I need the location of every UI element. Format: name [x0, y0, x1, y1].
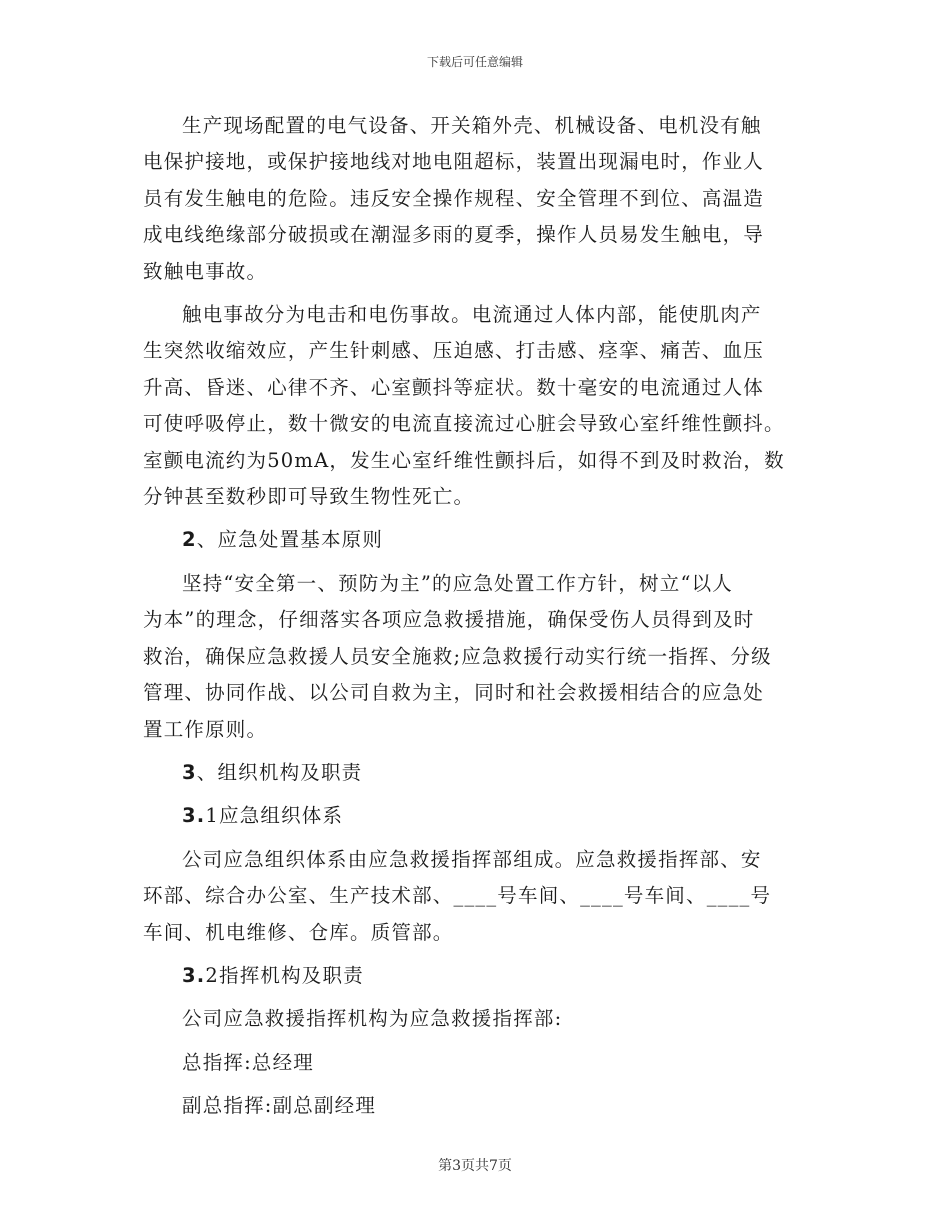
section-number: 3 — [182, 760, 197, 784]
paragraph-line: 坚持“安全第一、预防为主”的应急处置工作方针，树立“以人 — [182, 571, 734, 595]
section-heading-3-2 — [143, 958, 808, 994]
paragraph-line: 成电线绝缘部分破损或在潮湿多雨的夏季，操作人员易发生触电，导 — [143, 223, 765, 247]
paragraph-line: 环部、综合办公室、生产技术部、____号车间、____号车间、____号 — [143, 884, 772, 908]
paragraph-line: 管理、协同作战、以公司自救为主，同时和社会救援相结合的应急处 — [143, 681, 765, 705]
paragraph-line: 室颤电流约为50mA，发生心室纤维性颤抖后，如得不到及时救治，数 — [143, 448, 785, 472]
paragraph-organization — [143, 842, 808, 951]
page-footer: 第3页共7页 — [438, 1158, 512, 1174]
section-heading-3-1 — [143, 798, 808, 834]
paragraph-line: 车间、机电维修、仓库。质管部。 — [143, 920, 454, 944]
page-header: 下载后可任意编辑 — [426, 55, 523, 69]
section-title: 、组织机构及职责 — [196, 760, 363, 784]
paragraph-line: 生突然收缩效应，产生针刺感、压迫感、打击感、痉挛、痛苦、血压 — [143, 339, 765, 363]
section-title: 、应急处置基本原则 — [196, 528, 384, 552]
paragraph-line: 救治，确保应急救援人员安全施救;应急救援行动实行统一指挥、分级 — [143, 644, 772, 668]
document-body — [143, 108, 808, 1132]
section-heading-2 — [143, 522, 808, 558]
paragraph-line: 为本”的理念，仔细落实各项应急救援措施，确保受伤人员得到及时 — [143, 608, 755, 632]
commander-in-chief: 总指挥:总经理 — [182, 1050, 314, 1074]
paragraph-line: 公司应急组织体系由应急救援指挥部组成。应急救援指挥部、安 — [182, 847, 762, 871]
paragraph-shock-types — [143, 297, 808, 515]
paragraph-line: 置工作原则。 — [143, 717, 268, 741]
paragraph-line: 触电事故分为电击和电伤事故。电流通过人体内部，能使肌肉产 — [182, 303, 762, 327]
section-number: 3. — [182, 804, 206, 828]
paragraph-principles — [143, 566, 808, 748]
section-heading-3 — [143, 755, 808, 791]
section-number: 3. — [182, 963, 206, 987]
section-title: 2指挥机构及职责 — [205, 963, 364, 987]
command-structure-intro: 公司应急救援指挥机构为应急救援指挥部: — [182, 1007, 563, 1031]
section-title: 1应急组织体系 — [205, 804, 344, 828]
section-number: 2 — [182, 528, 197, 552]
deputy-commander: 副总指挥:副总副经理 — [182, 1094, 377, 1118]
paragraph-line: 员有发生触电的危险。违反安全操作规程、安全管理不到位、高温造 — [143, 186, 765, 210]
paragraph-line: 致触电事故。 — [143, 259, 268, 283]
paragraph-line: 分钟甚至数秒即可导致生物性死亡。 — [143, 485, 475, 509]
paragraph-line: 生产现场配置的电气设备、开关箱外壳、机械设备、电机没有触 — [182, 114, 762, 137]
paragraph-line: 升高、昏迷、心律不齐、心室颤抖等症状。数十毫安的电流通过人体 — [143, 375, 765, 399]
paragraph-electrical-hazard — [143, 108, 808, 290]
paragraph-line: 可使呼吸停止，数十微安的电流直接流过心脏会导致心室纤维性颤抖。 — [143, 412, 785, 436]
paragraph-line: 电保护接地，或保护接地线对地电阻超标，装置出现漏电时，作业人 — [143, 150, 765, 174]
